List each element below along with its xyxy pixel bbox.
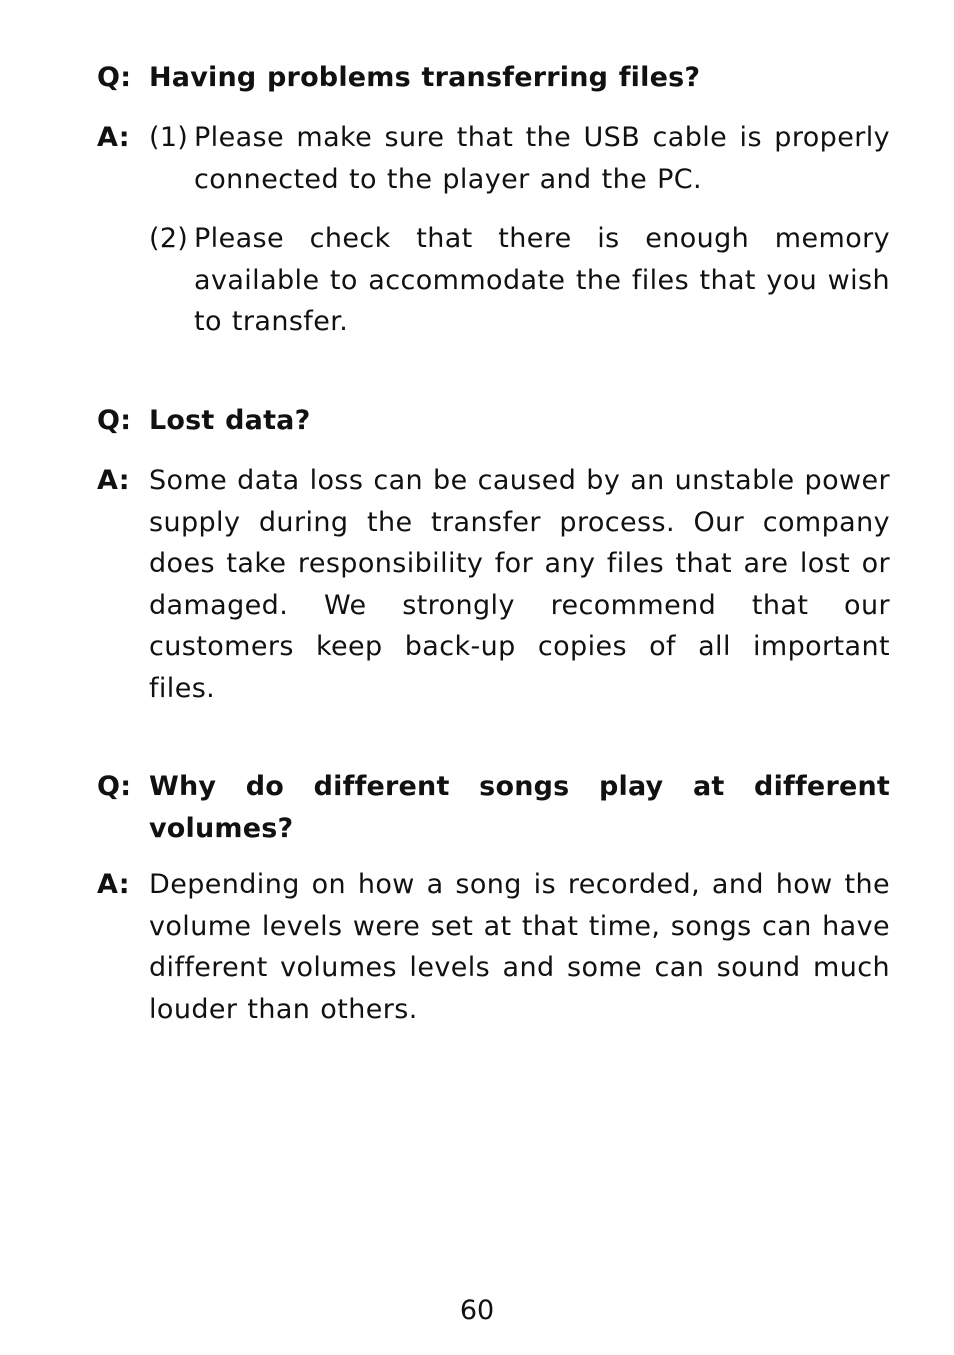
question-label: Q:	[97, 62, 132, 93]
faq-3-answer: Depending on how a song is recorded, and how the volume levels were set at that time, songs can have different volumes levels and some can sound much louder than others.	[149, 869, 890, 1025]
question-label: Q:	[97, 405, 132, 436]
answer-item-number: (1)	[149, 122, 189, 153]
faq-1-question: Having problems transferring files?	[149, 62, 701, 93]
answer-label: A:	[97, 869, 130, 900]
page-number: 60	[459, 1295, 495, 1326]
answer-label: A:	[97, 122, 130, 153]
answer-label: A:	[97, 465, 130, 496]
faq-3-question: Why do different songs play at different volumes?	[149, 771, 890, 844]
question-label: Q:	[97, 771, 132, 802]
answer-item-number: (2)	[149, 223, 189, 254]
answer-item-text: Please check that there is enough memory available to accommodate the files that you wish to transfer.	[194, 223, 890, 337]
faq-2-answer: Some data loss can be caused by an unstable power supply during the transfer process. Our company does take responsibility for any files that are lost or damaged. We strongly recommend that our customers keep back-up copies of all important files.	[149, 465, 890, 704]
answer-item-text: Please make sure that the USB cable is properly connected to the player and the PC.	[194, 122, 890, 195]
faq-2-question: Lost data?	[149, 405, 311, 436]
